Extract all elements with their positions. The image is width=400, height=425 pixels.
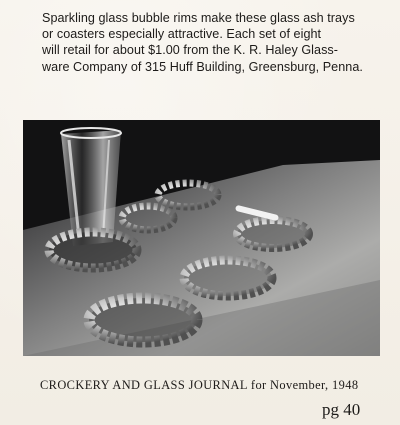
bubble-rim-tray-front bbox=[89, 298, 197, 342]
product-photo bbox=[23, 120, 380, 356]
journal-citation: CROCKERY AND GLASS JOURNAL for November, 1948 bbox=[40, 378, 359, 392]
article-caption bbox=[42, 10, 392, 75]
caption-line-3: will retail for about $1.00 from the K. R. Haley Glass- bbox=[42, 43, 339, 58]
caption-line-4: ware Company of 315 Huff Building, Greensburg, Penna. bbox=[42, 59, 363, 74]
page-number: pg 40 bbox=[322, 400, 361, 419]
glass-ashtrays-illustration bbox=[23, 120, 380, 356]
caption-line-2: or coasters especially attractive. Each set of eight bbox=[42, 27, 322, 42]
caption-line-1: Sparkling glass bubble rims make these glass ash trays bbox=[42, 11, 355, 25]
bubble-rim-tray-left bbox=[49, 232, 137, 268]
bubble-rim-tray-center bbox=[184, 260, 272, 296]
